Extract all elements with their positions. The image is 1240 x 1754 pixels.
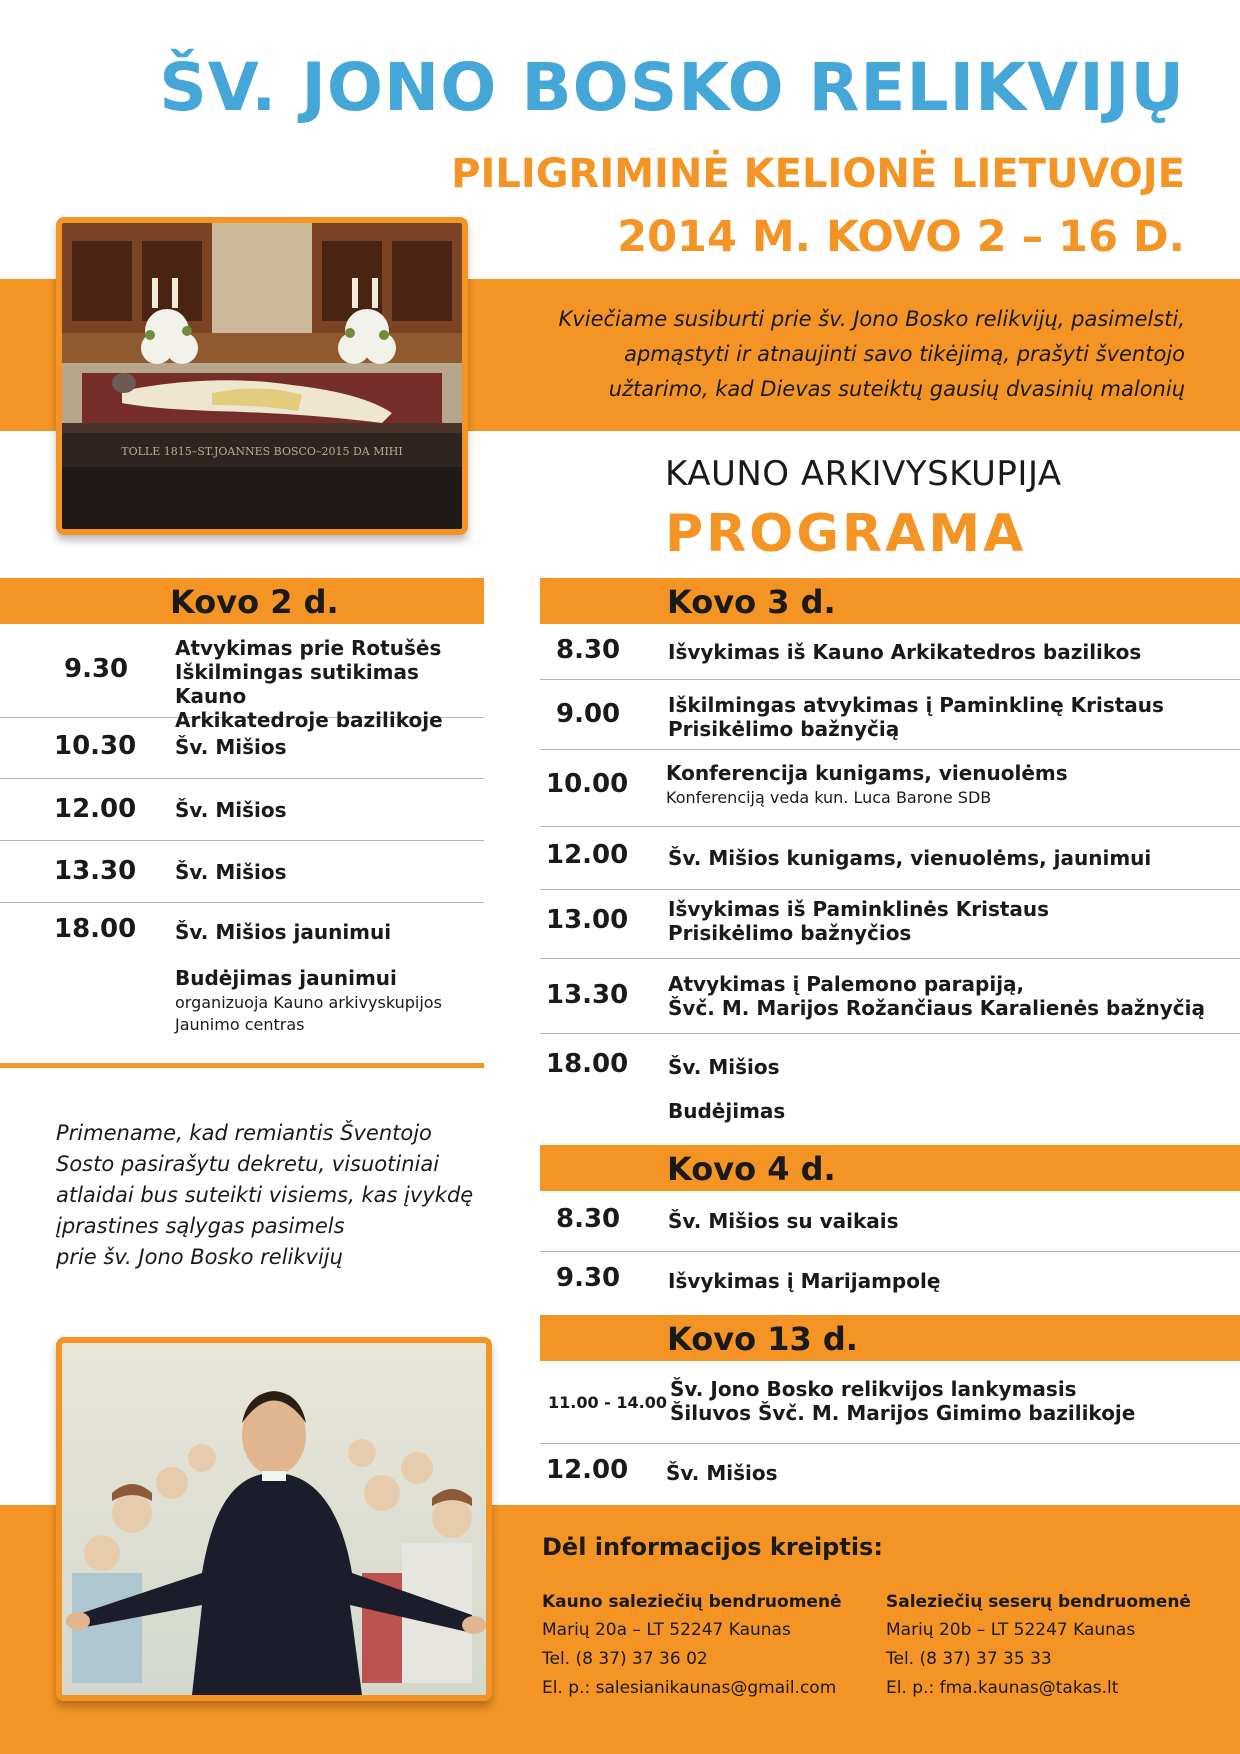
relic-inscription: TOLLE 1815–ST.JOANNES BOSCO–2015 DA MIHI bbox=[121, 445, 403, 458]
schedule-row: 12.00 Šv. Mišios bbox=[0, 778, 484, 841]
relic-photo bbox=[56, 217, 468, 535]
indulgence-reminder: Primename, kad remiantis Šventojo Sosto pasirašytu dekretu, visuotiniai atlaidai bus suteikti visiems, kas įvykdę įprastines sąlygas pasimels prie šv. Jono Bosko relikvijų bbox=[56, 1121, 474, 1269]
contact-right: Saleziečių seserų bendruomenė Marių 20b – LT 52247 Kaunas Tel. (8 37) 37 35 33 El. p.: fma.kaunas@takas.lt bbox=[886, 1588, 1191, 1703]
schedule-row: 11.00 - 14.00 Šv. Jono Bosko relikvijos lankymasis Šiluvos Švč. M. Marijos Gimimo bazilikoje bbox=[540, 1361, 1240, 1444]
program-heading: PROGRAMA bbox=[665, 504, 1027, 564]
don-bosco-painting bbox=[56, 1337, 492, 1701]
diocese-label: KAUNO ARKIVYSKUPIJA bbox=[665, 454, 1062, 494]
schedule-row: 8.30 Šv. Mišios su vaikais bbox=[540, 1191, 1240, 1252]
contact-heading: Dėl informacijos kreiptis: bbox=[542, 1533, 883, 1561]
schedule-row: 9.30 Išvykimas į Marijampolę bbox=[556, 1263, 941, 1293]
day-header-kovo-4: Kovo 4 d. bbox=[540, 1145, 1240, 1191]
contact-left: Kauno saleziečių bendruomenė Marių 20a – LT 52247 Kaunas Tel. (8 37) 37 36 02 El. p.: salesianikaunas@gmail.com bbox=[542, 1588, 842, 1703]
day-header-kovo-3: Kovo 3 d. bbox=[540, 578, 1240, 624]
poster-dates: 2014 M. KOVO 2 – 16 D. bbox=[617, 212, 1185, 262]
schedule-row: 18.00 Šv. Mišios jaunimui Budėjimas jaunimui organizuoja Kauno arkivyskupijos Jaunimo centras bbox=[54, 914, 442, 1034]
poster-subtitle: PILIGRIMINĖ KELIONĖ LIETUVOJE bbox=[451, 151, 1185, 197]
schedule-row: 9.00 Iškilmingas atvykimas į Paminklinę Kristaus Prisikėlimo bažnyčią bbox=[540, 679, 1240, 750]
schedule-row: 10.30 Šv. Mišios bbox=[0, 717, 484, 779]
poster-title: ŠV. JONO BOSKO RELIKVIJŲ bbox=[159, 49, 1185, 126]
row-desc: Atvykimas prie Rotušės Iškilmingas sutikimas Kauno Arkikatedroje bazilikoje bbox=[175, 636, 443, 732]
schedule-row: 8.30 Išvykimas iš Kauno Arkikatedros bazilikos bbox=[540, 624, 1240, 680]
schedule-row: 10.00 Konferencija kunigams, vienuolėms Konferenciją veda kun. Luca Barone SDB bbox=[540, 749, 1240, 827]
schedule-row: 13.30 Šv. Mišios bbox=[0, 840, 484, 903]
day-header-kovo-2: Kovo 2 d. bbox=[0, 578, 484, 624]
invitation-text: Kviečiame susiburti prie šv. Jono Bosko relikvijų, pasimelsti, apmąstyti ir atnaujinti savo tikėjimą, prašyti šventojo užtarimo, kad Dievas suteiktų gausių dvasinių malonių bbox=[558, 307, 1185, 401]
schedule-row: 12.00 Šv. Mišios bbox=[546, 1455, 778, 1485]
row-time: 9.30 bbox=[64, 654, 129, 684]
left-divider bbox=[0, 1063, 484, 1068]
contact-left-email[interactable]: El. p.: salesianikaunas@gmail.com bbox=[542, 1678, 837, 1698]
day-header-kovo-13: Kovo 13 d. bbox=[540, 1315, 1240, 1361]
schedule-row: 12.00 Šv. Mišios kunigams, vienuolėms, jaunimui bbox=[540, 826, 1240, 890]
schedule-row: 13.30 Atvykimas į Palemono parapiją, Švč. M. Marijos Rožančiaus Karalienės bažnyčią bbox=[540, 958, 1240, 1034]
schedule-row: 18.00 Šv. Mišios Budėjimas bbox=[546, 1049, 786, 1123]
schedule-row: 13.00 Išvykimas iš Paminklinės Kristaus Prisikėlimo bažnyčios bbox=[540, 889, 1240, 959]
schedule-row bbox=[0, 624, 484, 732]
contact-right-email[interactable]: El. p.: fma.kaunas@takas.lt bbox=[886, 1678, 1119, 1698]
